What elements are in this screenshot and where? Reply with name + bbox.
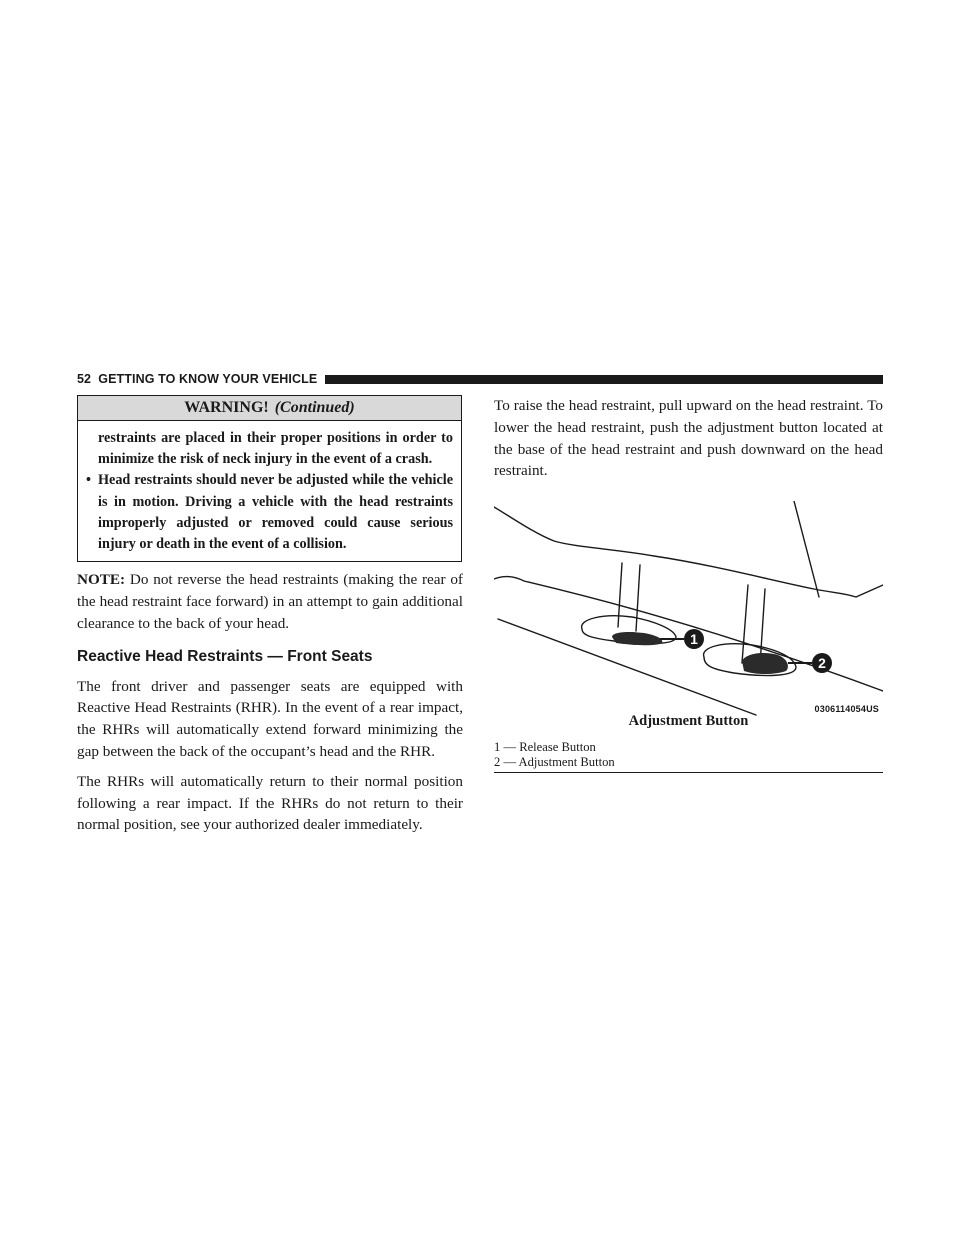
warning-header bbox=[78, 396, 461, 421]
note-text: Do not reverse the head restraints (making the rear of the head restraint face forward) in an attempt to gain additional clearance to the back of your head. bbox=[77, 571, 463, 632]
left-post-right bbox=[636, 565, 640, 631]
left-post-left bbox=[618, 563, 622, 627]
callout-label-2: 2 bbox=[818, 655, 826, 672]
callout-label-1: 1 bbox=[690, 631, 698, 648]
figure-code: 0306114054US bbox=[814, 704, 879, 715]
leader-lines bbox=[660, 639, 812, 663]
warning-body bbox=[78, 421, 461, 561]
left-column bbox=[77, 395, 463, 836]
section-title: GETTING TO KNOW YOUR VEHICLE bbox=[98, 372, 318, 386]
seat-back-outline bbox=[494, 507, 883, 597]
warning-box bbox=[77, 395, 462, 562]
seat-edge-line bbox=[794, 501, 819, 597]
head-restraint-figure bbox=[494, 501, 883, 719]
legend-item: 2 — Adjustment Button bbox=[494, 754, 615, 769]
section-heading: Reactive Head Restraints — Front Seats bbox=[77, 647, 373, 665]
note-paragraph bbox=[77, 569, 463, 634]
head-restraint-illustration bbox=[494, 501, 883, 719]
bullet-icon: • bbox=[86, 472, 91, 489]
warning-bullet bbox=[86, 470, 453, 555]
right-column bbox=[494, 395, 883, 773]
page-number: 52 bbox=[77, 372, 92, 386]
warning-title: WARNING! bbox=[184, 399, 269, 416]
adjust-instructions: To raise the head restraint, pull upward on the head restraint. To lower the head restraint, push the adjustment button located at the base of the head restraint and push downward on the head restraint. bbox=[494, 397, 883, 480]
warning-bullet-text: Head restraints should never be adjusted while the vehicle is in motion. Driving a vehicle with the head restraints improperly adjusted or removed could cause serious injury or death in the event of a collision. bbox=[98, 472, 453, 553]
figure-legend bbox=[494, 740, 883, 773]
right-post-left bbox=[742, 585, 748, 663]
warning-subtitle: (Continued) bbox=[274, 399, 355, 416]
warning-continued-text: restraints are placed in their proper positions in order to minimize the risk of neck injury in the event of a crash. bbox=[98, 430, 453, 468]
callout-2 bbox=[812, 653, 832, 673]
header-label bbox=[77, 372, 325, 386]
page-header bbox=[77, 372, 883, 386]
note-label: NOTE: bbox=[77, 571, 126, 589]
legend-item: 1 — Release Button bbox=[494, 740, 596, 755]
body-paragraph: The RHRs will automatically return to their normal position following a rear impact. If the RHRs do not return to their normal position, see your authorized dealer immediately. bbox=[77, 772, 463, 834]
adjustment-button-shape bbox=[742, 653, 788, 674]
callout-1 bbox=[684, 629, 704, 649]
release-button-shape bbox=[612, 632, 662, 645]
body-paragraph: The front driver and passenger seats are equipped with Reactive Head Restraints (RHR). In the event of a rear impact, the RHRs will automatically extend forward minimizing the gap between the back of the occupant’s head and the RHR. bbox=[77, 677, 463, 760]
figure-caption: Adjustment Button bbox=[628, 713, 749, 730]
